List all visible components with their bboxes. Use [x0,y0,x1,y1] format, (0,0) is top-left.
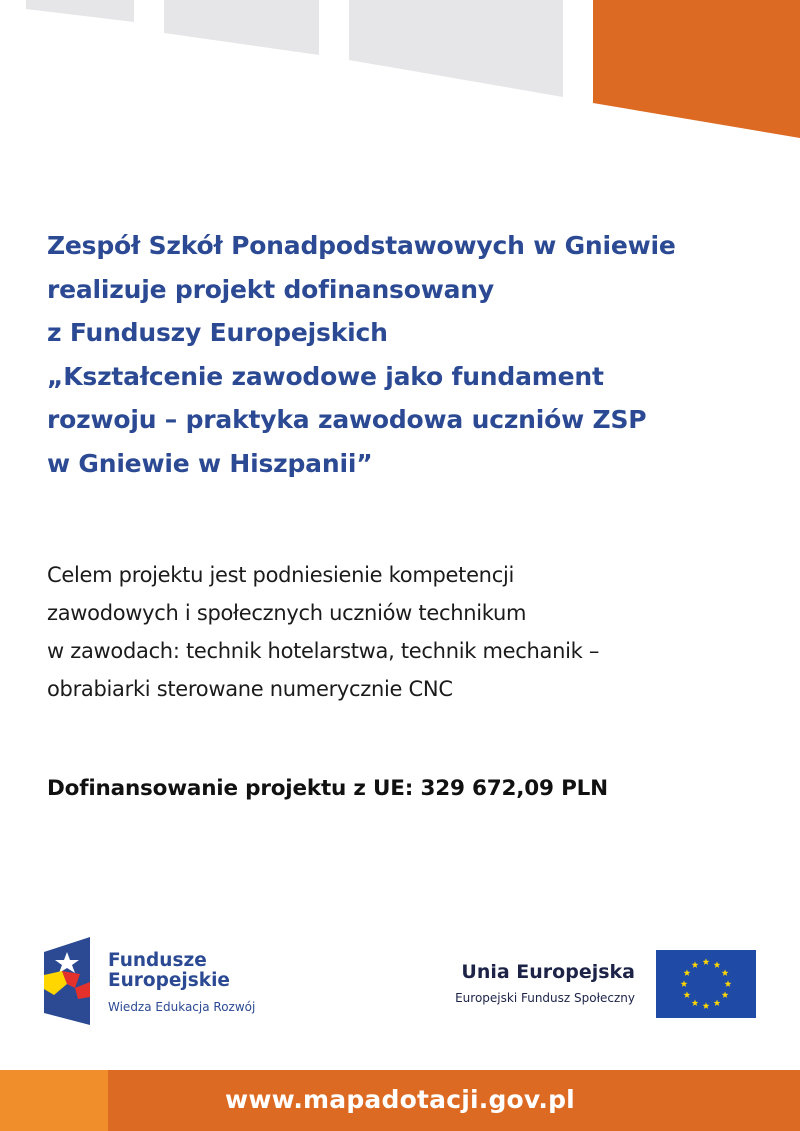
description-line: obrabiarki sterowane numerycznie CNC [47,677,453,701]
description-line: zawodowych i społecznych uczniów technikum [47,601,527,625]
project-headline [47,224,777,485]
headline-line: „Kształcenie zawodowe jako fundament [47,361,604,391]
footer-url[interactable]: www.mapadotacji.gov.pl [225,1085,575,1114]
decor-gray-block-2 [164,0,319,55]
footer-bar [0,1070,800,1131]
headline-line: w Gniewie w Hiszpanii” [47,448,373,478]
ue-name: Unia Europejska [461,961,635,983]
fe-name [108,951,230,991]
ue-fund-name: Europejski Fundusz Społeczny [455,991,635,1005]
header-decoration [0,0,800,160]
description-line: w zawodach: technik hotelarstwa, technik mechanik – [47,639,600,663]
description-line: Celem projektu jest podniesienie kompetencji [47,563,515,587]
fundusze-europejskie-logo [44,937,304,1027]
eu-flag-icon [656,950,756,1018]
decor-gray-block-1 [26,0,134,22]
headline-line: z Funduszy Europejskich [47,318,388,347]
decor-orange-block [593,0,800,138]
decor-gray-block-3 [349,0,563,97]
headline-line: realizuje projekt dofinansowany [47,274,494,304]
headline-line: rozwoju – praktyka zawodowa uczniów ZSP [47,405,647,434]
fundusze-europejskie-logo-icon [44,937,90,1027]
fe-name-line: Europejskie [108,970,230,991]
headline-line: Zespół Szkół Ponadpodstawowych w Gniewie [47,231,676,260]
fe-tagline: Wiedza Edukacja Rozwój [108,1000,256,1014]
unia-europejska-logo [400,950,760,1020]
funding-amount: Dofinansowanie projektu z UE: 329 672,09 PLN [47,776,608,801]
fe-name-line: Fundusze [108,950,207,971]
project-description [47,556,777,708]
